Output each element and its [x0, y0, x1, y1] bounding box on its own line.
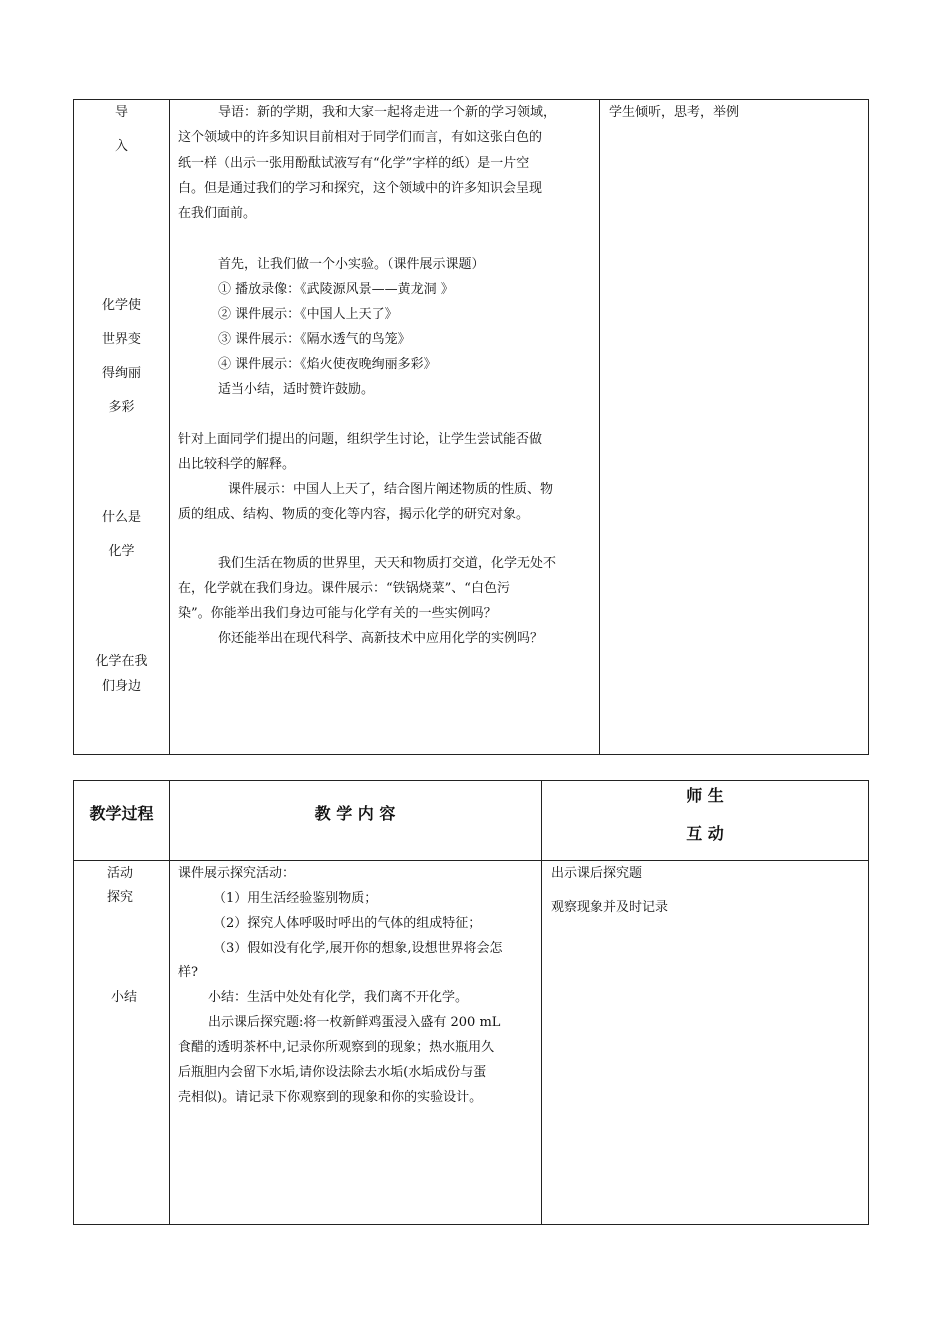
- student-activity-text: 学生倾听，思考，举例: [609, 105, 740, 120]
- activity-line-3: （2）探究人体呼吸时呼出的气体的组成特征；: [213, 916, 482, 931]
- section-label-colorful-4: 多彩: [108, 400, 135, 415]
- section-label-colorful-1: 化学使: [101, 298, 141, 313]
- experiment-line-6: 适当小结，适时赞许鼓励。: [218, 382, 375, 397]
- life-line-4: 你还能举出在现代科学、高新技术中应用化学的实例吗？: [218, 631, 544, 646]
- intro-line-1: 导语：新的学期，我和大家一起将走进一个新的学习领域，: [218, 105, 557, 120]
- header-interaction-line-2: 互 动: [686, 824, 724, 843]
- activity-line-9: 后瓶胆内会留下水垢,请你设法除去水垢(水垢成份与蛋: [178, 1065, 487, 1080]
- activity-label-2: 探究: [107, 890, 134, 905]
- life-line-3: 染”。你能举出我们身边可能与化学有关的一些实例吗？: [178, 606, 497, 621]
- intro-line-2: 这个领域中的许多知识目前相对于同学们而言，有如这张白色的: [178, 130, 543, 145]
- courseware-line-1: 课件展示：中国人上天了，结合图片阐述物质的性质、物: [228, 482, 554, 497]
- activity-line-6: 小结：生活中处处有化学，我们离不开化学。: [208, 990, 469, 1005]
- activity-label-1: 活动: [107, 866, 134, 881]
- experiment-line-3: ② 课件展示：《中国人上天了》: [218, 307, 398, 322]
- summary-label: 小结: [111, 990, 138, 1005]
- table1-divider-2: [599, 100, 600, 754]
- activity-line-5: 样?: [178, 965, 198, 980]
- section-label-colorful-3: 得绚丽: [101, 366, 141, 381]
- table2-divider-2: [541, 781, 542, 1224]
- activity-line-2: （1）用生活经验鉴别物质；: [213, 891, 378, 906]
- intro-line-5: 在我们面前。: [178, 206, 257, 221]
- discussion-line-1: 针对上面同学们提出的问题，组织学生讨论，让学生尝试能否做: [178, 432, 543, 447]
- life-line-2: 在，化学就在我们身边。课件展示：“铁锅烧菜”、“白色污: [178, 581, 510, 596]
- section-label-what-2: 化学: [108, 544, 135, 559]
- activity-line-8: 食醋的透明茶杯中,记录你所观察到的现象；热水瓶用久: [178, 1040, 495, 1055]
- table1-divider-1: [169, 100, 170, 754]
- intro-line-3: 纸一样（出示一张用酚酞试液写有“化学”字样的纸）是一片空: [178, 156, 530, 171]
- section-label-what-1: 什么是: [101, 510, 141, 525]
- intro-label-2: 入: [114, 139, 128, 154]
- experiment-line-2: ① 播放录像：《武陵源风景——黄龙洞 》: [218, 282, 454, 297]
- intro-label-1: 导: [114, 105, 128, 120]
- intro-line-4: 白。但是通过我们的学习和探究，这个领域中的许多知识会呈现: [178, 181, 543, 196]
- activity-line-4: （3）假如没有化学,展开你的想象,设想世界将会怎: [213, 941, 503, 956]
- interaction-line-2: 观察现象并及时记录: [551, 900, 669, 915]
- interaction-line-1: 出示课后探究题: [551, 866, 643, 881]
- discussion-line-2: 出比较科学的解释。: [178, 457, 296, 472]
- lesson-table-1: [73, 99, 869, 755]
- activity-line-1: 课件展示探究活动：: [178, 866, 296, 881]
- table2-header-divider: [74, 860, 868, 861]
- section-label-colorful-2: 世界变: [101, 332, 141, 347]
- experiment-line-5: ④ 课件展示：《焰火使夜晚绚丽多彩》: [218, 357, 437, 372]
- table2-divider-1: [169, 781, 170, 1224]
- activity-line-10: 壳相似)。请记录下你观察到的现象和你的实验设计。: [178, 1090, 483, 1105]
- experiment-line-1: 首先，让我们做一个小实验。（课件展示课题）: [218, 257, 485, 272]
- section-label-around-2: 们身边: [101, 679, 141, 694]
- life-line-1: 我们生活在物质的世界里，天天和物质打交道，化学无处不: [218, 556, 557, 571]
- experiment-line-4: ③ 课件展示：《隔水透气的鸟笼》: [218, 332, 411, 347]
- activity-line-7: 出示课后探究题:将一枚新鲜鸡蛋浸入盛有 200 mL: [208, 1015, 501, 1030]
- header-interaction-line-1: 师 生: [686, 786, 724, 805]
- section-label-around-1: 化学在我: [95, 654, 148, 669]
- header-teaching-process: 教学过程: [89, 804, 154, 823]
- lesson-table-2: [73, 780, 869, 1225]
- courseware-line-2: 质的组成、结构、物质的变化等内容，揭示化学的研究对象。: [178, 507, 530, 522]
- header-teaching-content: 教 学 内 容: [314, 804, 396, 823]
